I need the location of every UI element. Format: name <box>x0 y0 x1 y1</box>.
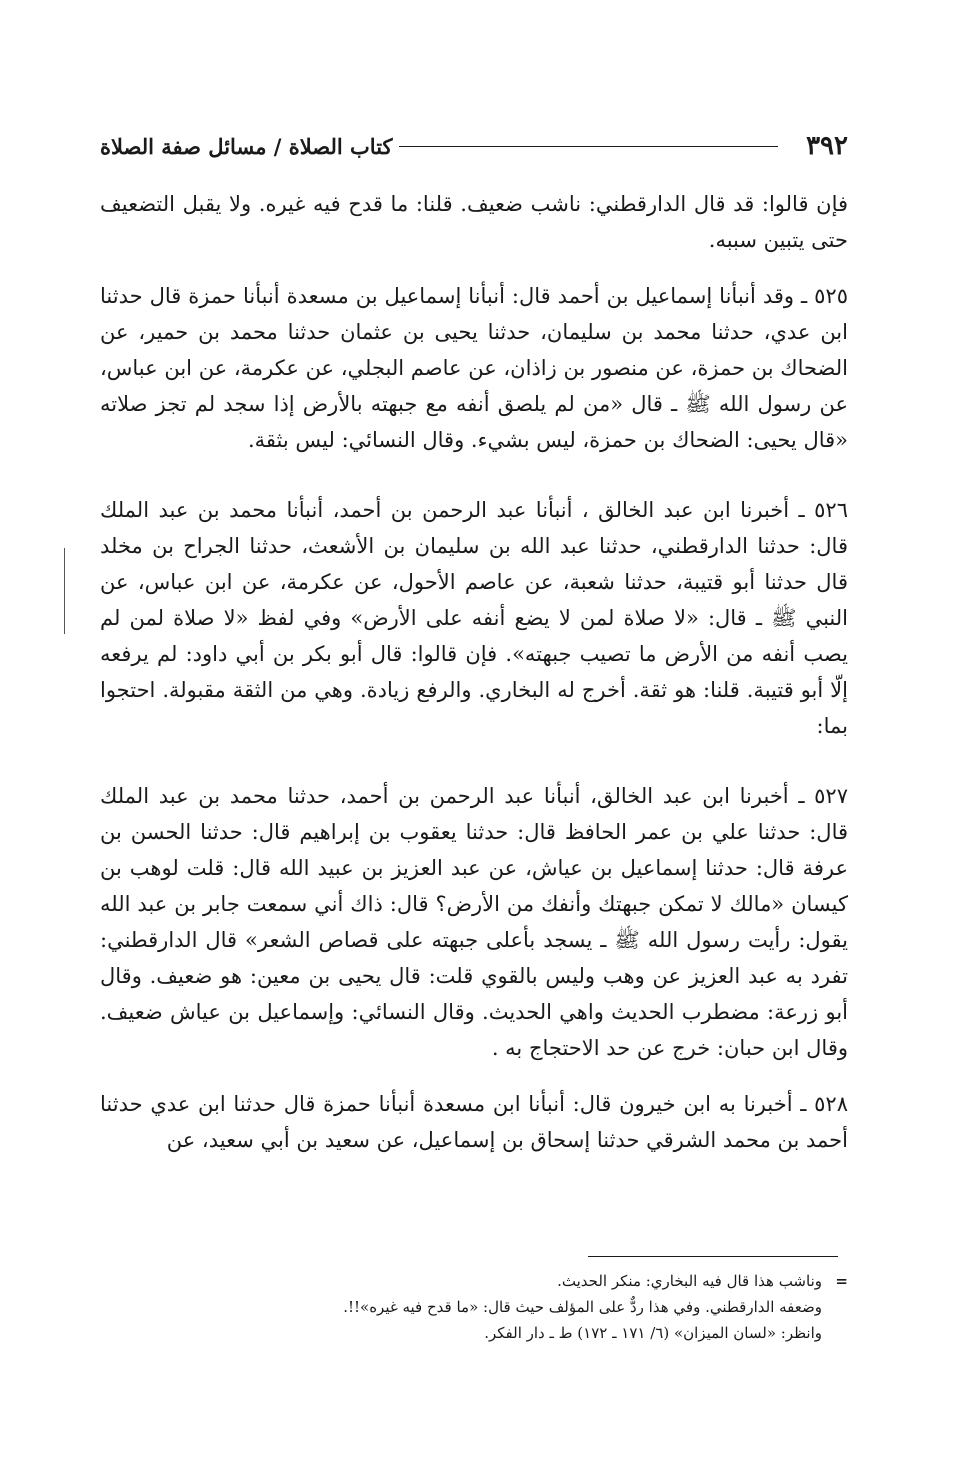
footnote-rule <box>588 1256 838 1257</box>
page-number: ٣٩٢ <box>806 131 848 161</box>
paragraph-527: ٥٢٧ ـ أخبرنا ابن عبد الخالق، أنبأنا عبد الرحمن بن أحمد، حدثنا محمد بن عبد الملك قال: حدثنا علي بن عمر الحافظ قال: حدثنا يعقوب بن إبراهيم قال: حدثنا الحسن بن عرفة قال: حدثنا إسماعيل بن عياش، عن عبد العزيز بن عبيد الله قال: قلت لوهب بن كيسان «مالك لا تمكن جبهتك وأنفك من الأرض؟ قال: ذاك أني سمعت جابر بن عبد الله يقول: رأيت رسول الله ﷺ ـ يسجد بأعلى جبهته على قصاص الشعر» قال الدارقطني: تفرد به عبد العزيز عن وهب وليس بالقوي قلت: قال يحيى بن معين: هو ضعيف. وقال أبو زرعة: مضطرب الحديث واهي الحديث. وقال النسائي: وإسماعيل بن عياش ضعيف. وقال ابن حبان: خرج عن حد الاحتجاج به . <box>100 784 849 1060</box>
footnotes <box>300 1268 848 1346</box>
main-text <box>100 186 848 1158</box>
footnote-line: وضعفه الدارقطني. وفي هذا ردٌّ على المؤلف حيث قال: «ما قدح فيه غيره»!!. <box>343 1298 822 1316</box>
page-header <box>100 126 848 166</box>
footnote-continuation-mark: = <box>835 1272 848 1290</box>
paragraph-528: ٥٢٨ ـ أخبرنا به ابن خيرون قال: أنبأنا ابن مسعدة أنبأنا حمزة قال حدثنا ابن عدي حدثنا أحمد بن محمد الشرقي حدثنا إسحاق بن إسماعيل، عن سعيد بن أبي سعيد، عن <box>100 1092 848 1152</box>
margin-mark <box>64 548 65 634</box>
footnote-text: وناشب هذا قال فيه البخاري: منكر الحديث. <box>557 1272 822 1290</box>
paragraph-526: ٥٢٦ ـ أخبرنا ابن عبد الخالق ، أنبأنا عبد الرحمن بن أحمد، أنبأنا محمد بن عبد الملك قال: حدثنا الدارقطني، حدثنا عبد الله بن سليمان بن الأشعث، حدثنا الجراح بن مخلد قال حدثنا أبو قتيبة، حدثنا شعبة، عن عاصم الأحول، عن عكرمة، عن ابن عباس، عن النبي ﷺ ـ قال: «لا صلاة لمن لا يضع أنفه على الأرض» وفي لفظ «لا صلاة لمن لم يصب أنفه من الأرض ما تصيب جبهته». فإن قالوا: قال أبو بكر بن أبي داود: لم يرفعه إلّا أبو قتيبة. قلنا: هو ثقة. أخرج له البخاري. والرفع زيادة. وهي من الثقة مقبولة. احتجوا بما: <box>100 498 848 738</box>
paragraph-525: ٥٢٥ ـ وقد أنبأنا إسماعيل بن أحمد قال: أنبأنا إسماعيل بن مسعدة أنبأنا حمزة قال حدثنا ابن عدي، حدثنا محمد بن سليمان، حدثنا يحيى بن عثمان حدثنا محمد بن حمير، عن الضحاك بن حمزة، عن منصور بن زاذان، عن عاصم البجلي، عن عكرمة، عن ابن عباس، عن رسول الله ﷺ ـ قال «من لم يلصق أنفه مع جبهته بالأرض إذا سجد لم تجز صلاته «قال يحيى: الضحاك بن حمزة، ليس بشيء. وقال النسائي: ليس بثقة. <box>100 284 848 452</box>
running-title: كتاب الصلاة / مسائل صفة الصلاة <box>100 133 393 159</box>
footnote-line: وانظر: «لسان الميزان» (٦/ ١٧١ ـ ١٧٢) ط ـ دار الفكر. <box>484 1324 822 1342</box>
header-rule <box>399 146 779 147</box>
paragraph-intro: فإن قالوا: قد قال الدارقطني: ناشب ضعيف. قلنا: ما قدح فيه غيره. ولا يقبل التضعيف حتى يتبين سببه. <box>100 192 848 252</box>
footnote-line <box>300 1268 848 1294</box>
